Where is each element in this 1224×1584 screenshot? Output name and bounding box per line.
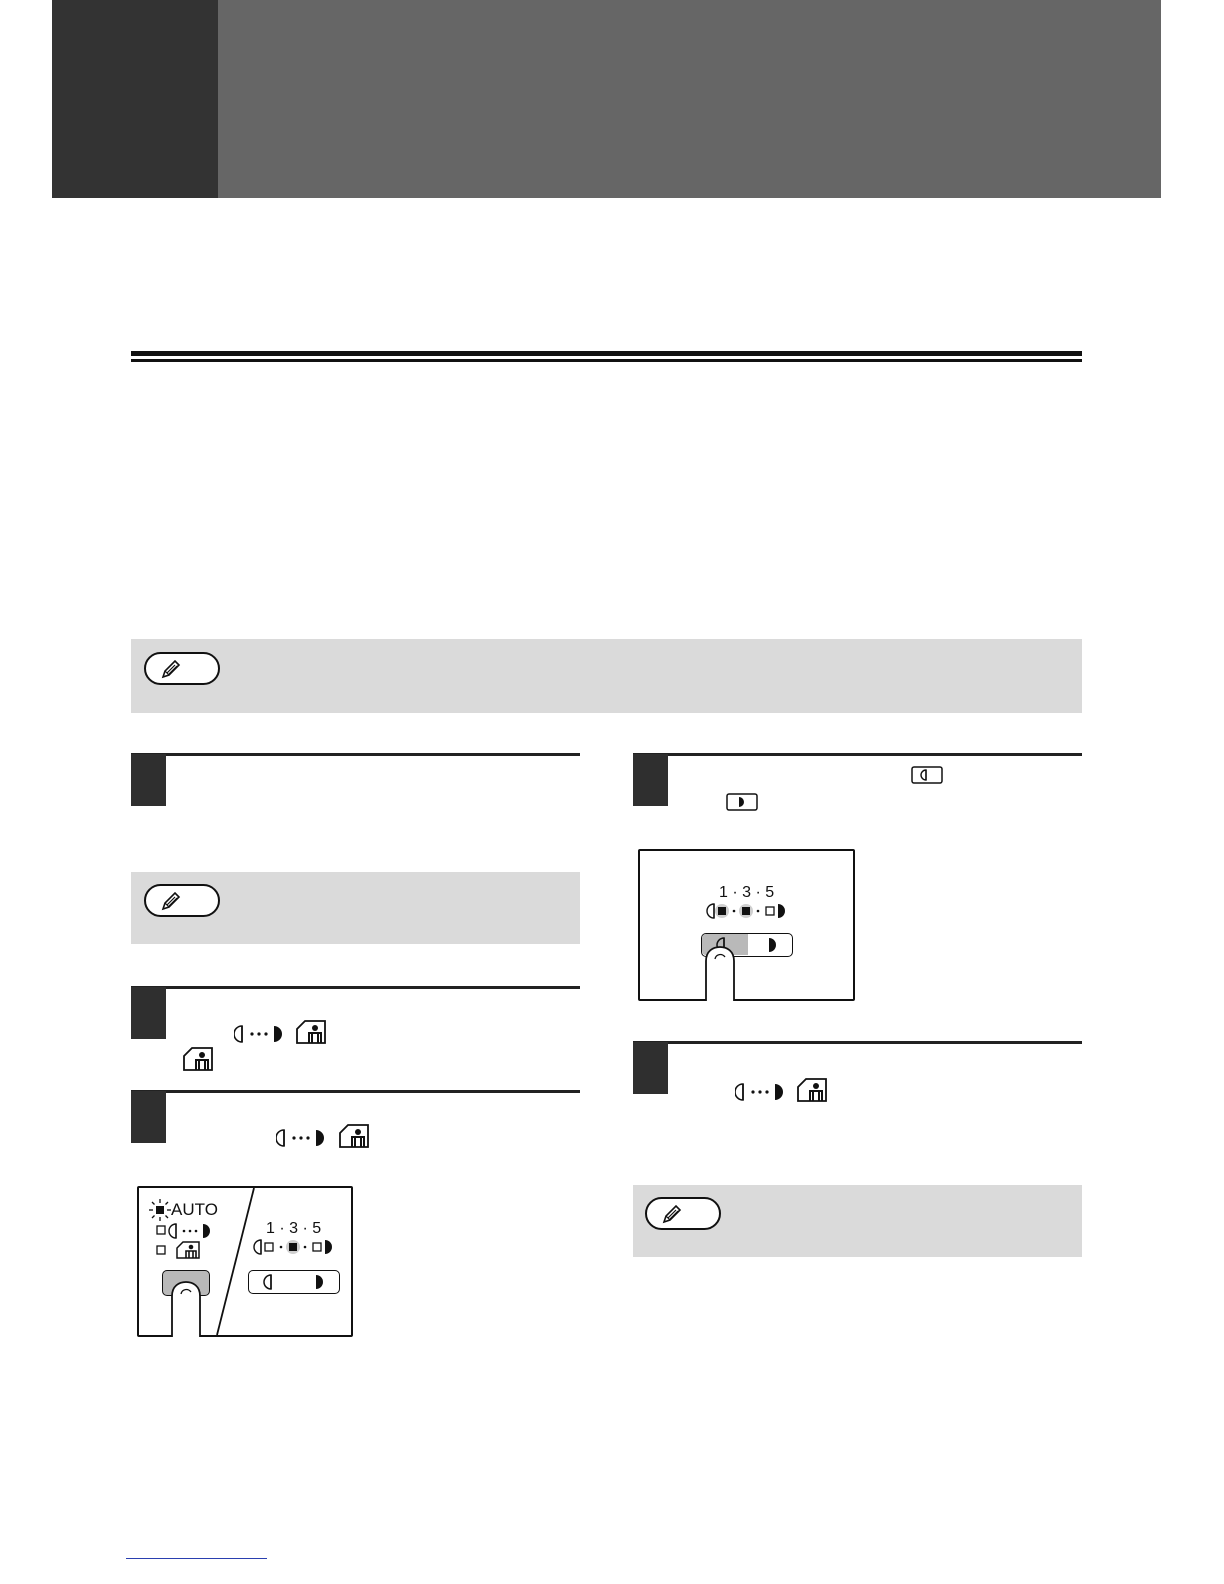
pointing-finger-icon <box>170 1280 204 1337</box>
step-5-marker <box>633 1042 668 1094</box>
step-3-rule <box>131 1090 580 1093</box>
exposure-panel-auto-figure <box>137 1186 353 1337</box>
photo-mode-icon <box>338 1123 370 1149</box>
photo-mode-icon <box>182 1046 214 1072</box>
step-5-rule <box>633 1041 1082 1044</box>
note-badge <box>645 1197 721 1230</box>
note-badge <box>144 884 220 917</box>
dark-button-icon <box>313 1274 327 1290</box>
note-box-step-5 <box>633 1185 1082 1257</box>
step-1-rule <box>131 753 580 756</box>
exposure-level-figure <box>638 849 855 1001</box>
photo-mode-icon <box>295 1019 327 1045</box>
footer-link-underline[interactable] <box>126 1558 267 1559</box>
note-badge <box>144 652 220 685</box>
dark-button-icon <box>766 937 780 953</box>
pencil-icon <box>661 1203 683 1225</box>
levels-label: 1 · 3 · 5 <box>266 1220 322 1237</box>
step-1-marker <box>131 754 166 806</box>
photo-mode-lamp <box>156 1240 202 1260</box>
text-exposure-icon <box>276 1127 326 1149</box>
step-2-rule <box>131 986 580 989</box>
pointing-finger-icon <box>704 945 738 1001</box>
title-rule-thick <box>131 351 1082 356</box>
pencil-icon <box>160 658 182 680</box>
step-4-marker <box>633 754 668 806</box>
exposure-level-lamps <box>253 1238 337 1256</box>
pencil-icon <box>160 890 182 912</box>
light-button-icon <box>263 1274 277 1290</box>
auto-label: AUTO <box>171 1200 218 1219</box>
step-3-marker <box>131 1091 166 1143</box>
levels-label: 1 · 3 · 5 <box>719 884 775 901</box>
note-box-top <box>131 639 1082 713</box>
photo-mode-icon <box>796 1077 828 1103</box>
title-rule-thin <box>131 359 1082 362</box>
auto-lamp-flashing-icon <box>149 1199 171 1221</box>
step-4-rule <box>633 753 1082 756</box>
note-box-step-1 <box>131 872 580 944</box>
light-dark-button-bar[interactable] <box>248 1270 340 1294</box>
light-key-icon <box>911 766 943 784</box>
step-2-marker <box>131 987 166 1039</box>
dark-key-icon <box>726 793 758 811</box>
text-mode-lamp <box>156 1222 212 1240</box>
exposure-level-lamps <box>706 902 790 920</box>
header-banner <box>218 0 1161 198</box>
header-block-dark <box>52 0 218 198</box>
text-exposure-icon <box>234 1023 284 1045</box>
text-exposure-icon <box>735 1081 785 1103</box>
